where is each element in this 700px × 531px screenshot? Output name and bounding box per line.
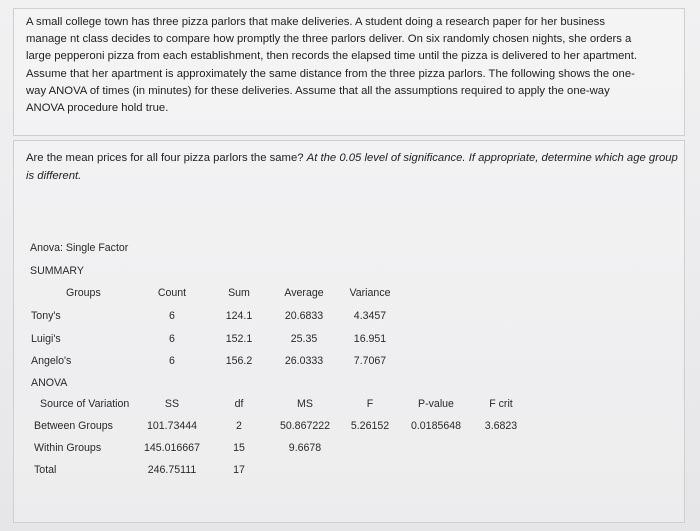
anova-label: ANOVA [31, 377, 68, 389]
summary-row-sum: 152.1 [225, 333, 253, 345]
summary-row-average: 25.35 [290, 333, 318, 345]
anova-header-source: Source of Variation [40, 398, 130, 410]
anova-row-df: 17 [233, 464, 245, 476]
question-main: Are the mean prices for all four pizza parlors the same? [26, 152, 304, 164]
summary-header-average: Average [284, 287, 324, 299]
anova-header-fcrit: F crit [489, 398, 513, 410]
summary-row-variance: 16.951 [353, 333, 387, 345]
summary-row-average: 26.0333 [284, 355, 324, 367]
summary-row-sum: 124.1 [225, 310, 253, 322]
summary-row-variance: 7.7067 [353, 355, 387, 367]
anova-header-f: F [366, 398, 374, 410]
anova-row-ss: 145.016667 [144, 442, 200, 454]
summary-row-group: Tony's [31, 310, 61, 322]
summary-header-variance: Variance [349, 287, 391, 299]
anova-row-source: Total [34, 464, 57, 476]
summary-row-average: 20.6833 [284, 310, 324, 322]
summary-label: SUMMARY [30, 265, 84, 277]
question-text [26, 150, 681, 185]
question-box [13, 140, 685, 523]
summary-row-group: Luigi's [31, 333, 61, 345]
summary-row-sum: 156.2 [225, 355, 253, 367]
anova-row-source: Within Groups [34, 442, 102, 454]
anova-row-ms: 9.6678 [288, 442, 322, 454]
summary-row-group: Angelo's [31, 355, 72, 367]
anova-header-ss: SS [164, 398, 180, 410]
anova-row-df: 2 [236, 420, 242, 432]
summary-header-groups: Groups [66, 287, 101, 299]
summary-header-sum: Sum [228, 287, 250, 299]
anova-row-ss: 101.73444 [146, 420, 198, 432]
anova-header-pvalue: P-value [418, 398, 454, 410]
anova-row-df: 15 [233, 442, 245, 454]
summary-row-count: 6 [169, 310, 175, 322]
summary-row-count: 6 [169, 355, 175, 367]
anova-title: Anova: Single Factor [30, 242, 129, 254]
anova-row-ms: 50.867222 [279, 420, 331, 432]
anova-header-ms: MS [297, 398, 313, 410]
anova-header-df: df [234, 398, 244, 410]
anova-row-fcrit: 3.6823 [484, 420, 518, 432]
problem-statement: A small college town has three pizza parlors that make deliveries. A student doing a research paper for her business manage nt class decides to compare how promptly the three parlors deliver. On six randomly chosen nights, she orders a large pepperoni pizza from each establishment, then records the elapsed time until the pizza is delivered to her apartment. Assume that her apartment is approximately the same distance from the three pizza parlors. The following shows the one- way ANOVA of times (in minutes) for these deliveries. Assume that all the assumptions required to apply the one-way ANOVA procedure hold true. [26, 16, 637, 115]
summary-row-variance: 4.3457 [353, 310, 387, 322]
summary-row-count: 6 [169, 333, 175, 345]
summary-header-count: Count [157, 287, 187, 299]
anova-row-source: Between Groups [34, 420, 113, 432]
question-instruction: At the 0.05 level of significance. If appropriate, determine which age group is different. [26, 152, 678, 182]
anova-row-pvalue: 0.0185648 [410, 420, 462, 432]
anova-row-ss: 246.75111 [147, 464, 197, 476]
anova-row-f: 5.26152 [350, 420, 390, 432]
